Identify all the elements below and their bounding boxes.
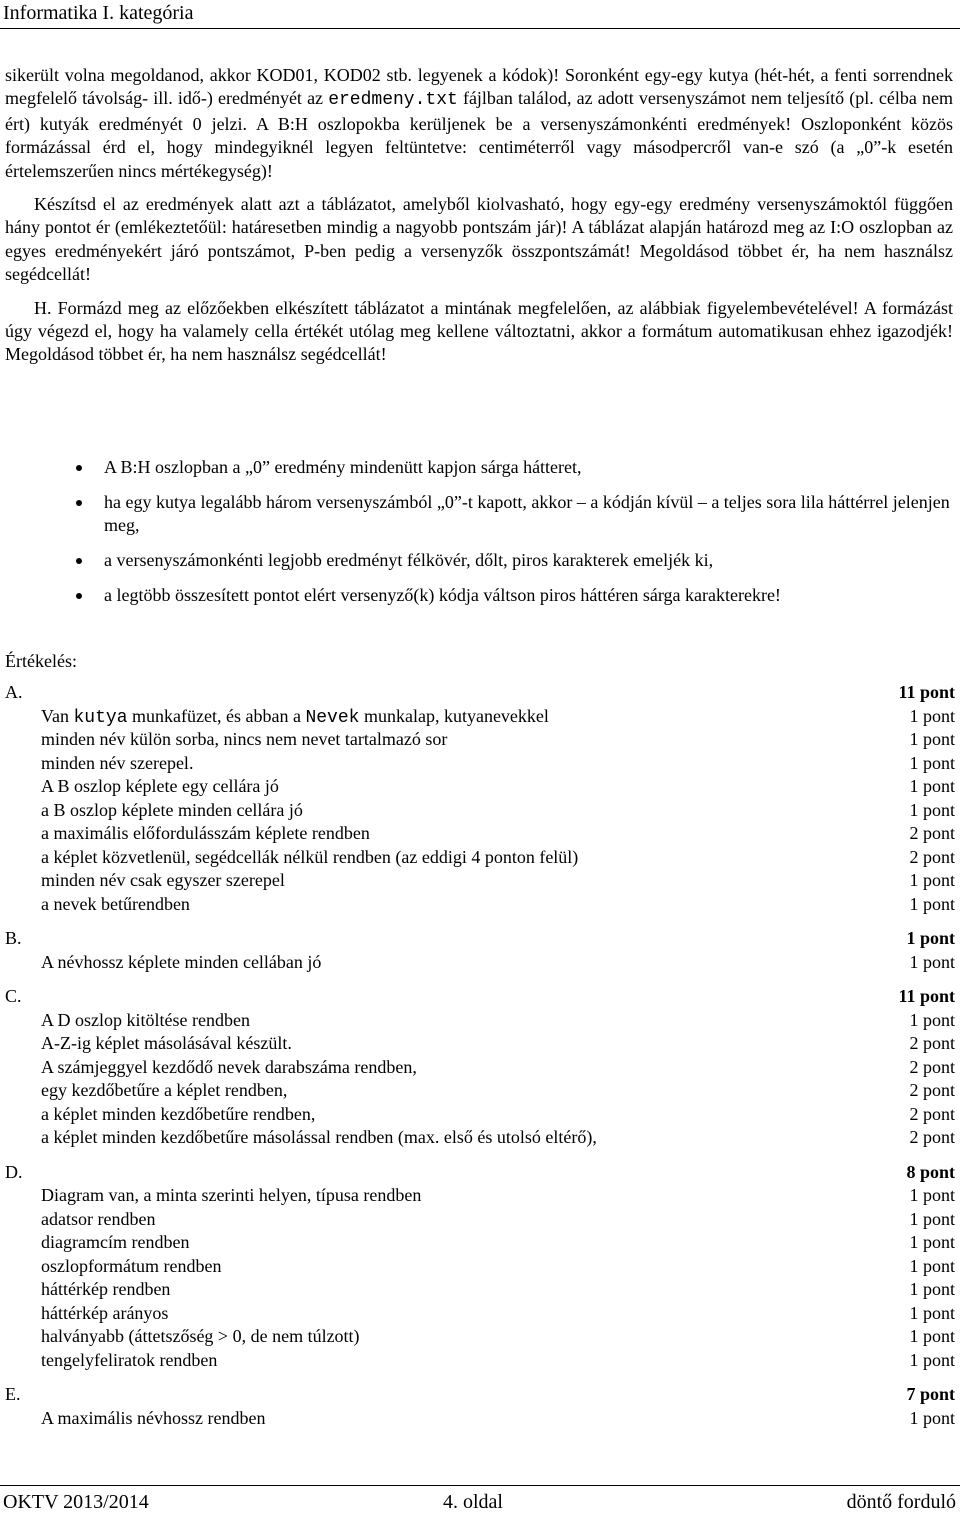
criterion-points: 1 pont <box>909 705 955 726</box>
criterion-points: 2 pont <box>909 1033 955 1053</box>
criterion-label: a maximális előfordulásszám képlete rendben <box>41 823 370 843</box>
bullet-text: A B:H oszlopban a „0” eredmény mindenütt kapjon sárga hátteret, <box>104 457 582 477</box>
criterion-row <box>5 752 955 776</box>
criterion-text: munkalap, kutyanevekkel <box>359 705 549 726</box>
criterion-text: Van <box>41 705 74 726</box>
bullet-item <box>5 456 953 479</box>
bullet-item <box>5 549 953 572</box>
criterion-row <box>5 822 955 846</box>
intro-text-a: sikerült volna megoldanod, akkor KOD01, KOD02 stb. legyenek a kódok)! Soronként egy-egy kutya (hét-hét, a fenti sorrendnek megfelelő távolság- ill. idő-) eredményét az <box>5 65 953 109</box>
task-h-paragraph: H. Formázd meg az előzőekben elkészített táblázatot a mintának megfelelően, az alábbiak figyelembevételével! A formázást úgy végezd el, hogy ha valamely cella értékét utólag meg kellene változtatni, akkor a formátum automatikusan ehhez igazodjék! Megoldásod többet ér, ha nem használsz segédcellát! <box>5 297 953 365</box>
criterion-row <box>5 1126 955 1150</box>
section-header <box>5 1161 955 1185</box>
criterion-row <box>5 951 955 975</box>
criterion-label: A maximális névhossz rendben <box>41 1407 266 1428</box>
criterion-row <box>5 1231 955 1255</box>
criterion-row <box>5 1325 955 1349</box>
criterion-row <box>5 1278 955 1302</box>
criterion-row <box>5 705 955 729</box>
footer-page-number: 4. oldal <box>443 1491 503 1513</box>
section-header <box>5 985 955 1009</box>
criterion-row <box>5 1208 955 1232</box>
criterion-row <box>5 1103 955 1127</box>
criterion-label: minden név csak egyszer szerepel <box>41 870 285 890</box>
intro-text-b: fájlban találod, az adott versenyszámot nem teljesítő (pl. célba nem ért) kutyák eredményét 0 jelzi. A B:H oszlopokba kerüljenek be a versenyszámonkénti eredmények! Oszloponként közös formázással érd el, hogy mindegyiknél legyen feltüntetve: centiméterről vagy másodpercről van-e szó (a „0”-k esetén értelemszerűen nincs mértékegység)! <box>5 88 953 181</box>
criterion-row <box>5 775 955 799</box>
section-header <box>5 1383 955 1407</box>
criterion-label: minden név külön sorba, nincs nem nevet tartalmazó sor <box>41 729 448 749</box>
criterion-points: 2 pont <box>909 1127 955 1147</box>
section-a <box>5 681 955 916</box>
section-e <box>5 1383 955 1430</box>
criterion-points: 1 pont <box>909 1349 955 1370</box>
criterion-points: 1 pont <box>909 870 955 890</box>
section-points: 11 pont <box>898 986 955 1006</box>
criterion-row <box>5 1009 955 1033</box>
filename-code: eredmeny.txt <box>328 90 458 111</box>
criterion-row <box>5 1056 955 1080</box>
section-letter: C. <box>5 986 22 1006</box>
criterion-row <box>5 1302 955 1326</box>
evaluation-label: Értékelés: <box>5 651 77 671</box>
criterion-label: egy kezdőbetűre a képlet rendben, <box>41 1080 288 1100</box>
criterion-label: háttérkép arányos <box>41 1302 169 1323</box>
criterion-label: A számjeggyel kezdődő nevek darabszáma rendben, <box>41 1056 417 1077</box>
criterion-row <box>5 869 955 893</box>
criterion-row <box>5 893 955 917</box>
criterion-points: 1 pont <box>909 1185 955 1205</box>
criterion-label: A-Z-ig képlet másolásával készült. <box>41 1033 292 1053</box>
criterion-points: 1 pont <box>909 1232 955 1252</box>
criterion-points: 1 pont <box>909 729 955 749</box>
criterion-label: A névhossz képlete minden cellában jó <box>41 951 322 972</box>
bullet-text: a legtöbb összesített pontot elért versenyző(k) kódja váltson piros háttéren sárga karakterekre! <box>104 585 781 605</box>
bullet-item <box>5 584 953 607</box>
section-header <box>5 927 955 951</box>
criterion-points: 2 pont <box>909 1080 955 1100</box>
footer-round: döntő forduló <box>846 1491 956 1513</box>
section-d <box>5 1161 955 1373</box>
criterion-row <box>5 846 955 870</box>
bullet-text: ha egy kutya legalább három versenyszámból „0”-t kapott, akkor – a kódján kívül – a teljes sora lila háttérrel jelenjen meg, <box>104 492 950 535</box>
criterion-points: 1 pont <box>909 893 955 914</box>
section-points: 7 pont <box>906 1384 955 1404</box>
criterion-row <box>5 799 955 823</box>
section-points: 11 pont <box>898 682 955 702</box>
criterion-points: 1 pont <box>909 951 955 972</box>
criterion-points: 1 pont <box>909 1009 955 1030</box>
section-header <box>5 681 955 705</box>
criterion-points: 2 pont <box>909 1103 955 1124</box>
workbook-name-code: kutya <box>73 707 128 728</box>
criterion-label: tengelyfeliratok rendben <box>41 1349 218 1370</box>
criterion-points: 2 pont <box>909 823 955 843</box>
criterion-points: 2 pont <box>909 1056 955 1077</box>
criterion-points: 2 pont <box>909 846 955 867</box>
intro-paragraph-1 <box>5 64 953 183</box>
section-letter: A. <box>5 682 23 702</box>
criterion-label: diagramcím rendben <box>41 1232 190 1252</box>
section-b <box>5 927 955 974</box>
intro-paragraph-2: Készítsd el az eredmények alatt azt a táblázatot, amelyből kiolvasható, hogy egy-egy eredmény versenyszámoktól függően hány pontot ér (emlékeztetőül: határesetben mindig a nagyobb pontszám jár)! A táblázat alapján határozd meg az I:O oszlopban az egyes eredményekért járó pontszámot, P-ben pedig a versenyzők összpontszámát! Megoldásod többet ér, ha nem használsz segédcellát! <box>5 194 953 285</box>
page-header <box>0 0 960 29</box>
criterion-points: 1 pont <box>909 799 955 820</box>
task-description <box>5 64 953 367</box>
criterion-points: 1 pont <box>909 1255 955 1276</box>
criterion-label: háttérkép rendben <box>41 1279 171 1299</box>
criterion-row <box>5 1079 955 1103</box>
criterion-label: oszlopformátum rendben <box>41 1255 222 1276</box>
bullet-text: a versenyszámonkénti legjobb eredményt félkövér, dőlt, piros karakterek emeljék ki, <box>104 550 714 570</box>
worksheet-name-code: Nevek <box>305 707 360 728</box>
page-footer <box>0 1485 960 1513</box>
criterion-label: Diagram van, a minta szerinti helyen, típusa rendben <box>41 1185 422 1205</box>
criterion-points: 1 pont <box>909 752 955 773</box>
criterion-row <box>5 1255 955 1279</box>
criterion-points: 1 pont <box>909 1279 955 1299</box>
section-points: 1 pont <box>906 928 955 948</box>
criterion-row <box>5 1184 955 1208</box>
criterion-row <box>5 1032 955 1056</box>
header-title: Informatika I. kategória <box>3 2 194 24</box>
criterion-row <box>5 1349 955 1373</box>
criterion-label: a képlet közvetlenül, segédcellák nélkül rendben (az eddigi 4 ponton felül) <box>41 846 579 867</box>
formatting-requirements-list <box>5 456 953 619</box>
criterion-label: a képlet minden kezdőbetűre másolással rendben (max. első és utolsó eltérő), <box>41 1127 597 1147</box>
criterion-label: adatsor rendben <box>41 1208 156 1229</box>
section-c <box>5 985 955 1150</box>
footer-competition: OKTV 2013/2014 <box>3 1491 149 1513</box>
criterion-points: 1 pont <box>909 1208 955 1229</box>
criterion-points: 1 pont <box>909 1326 955 1346</box>
criterion-label: a B oszlop képlete minden cellára jó <box>41 799 303 820</box>
bullet-item <box>5 491 953 537</box>
criterion-label <box>41 705 549 731</box>
criterion-label: a nevek betűrendben <box>41 893 190 914</box>
criterion-label: a képlet minden kezdőbetűre rendben, <box>41 1103 316 1124</box>
section-letter: E. <box>5 1384 21 1404</box>
criterion-text: munkafüzet, és abban a <box>127 705 306 726</box>
section-letter: D. <box>5 1161 23 1182</box>
criterion-row <box>5 1407 955 1431</box>
criterion-row <box>5 728 955 752</box>
criterion-label: A B oszlop képlete egy cellára jó <box>41 776 279 796</box>
scoring-table <box>5 681 955 1441</box>
criterion-label: halványabb (áttetszőség > 0, de nem túlzott) <box>41 1326 360 1346</box>
section-letter: B. <box>5 928 22 948</box>
criterion-label: minden név szerepel. <box>41 752 194 773</box>
criterion-label: A D oszlop kitöltése rendben <box>41 1009 250 1030</box>
criterion-points: 1 pont <box>909 1302 955 1323</box>
section-points: 8 pont <box>906 1161 955 1182</box>
criterion-points: 1 pont <box>909 776 955 796</box>
criterion-points: 1 pont <box>909 1407 955 1428</box>
